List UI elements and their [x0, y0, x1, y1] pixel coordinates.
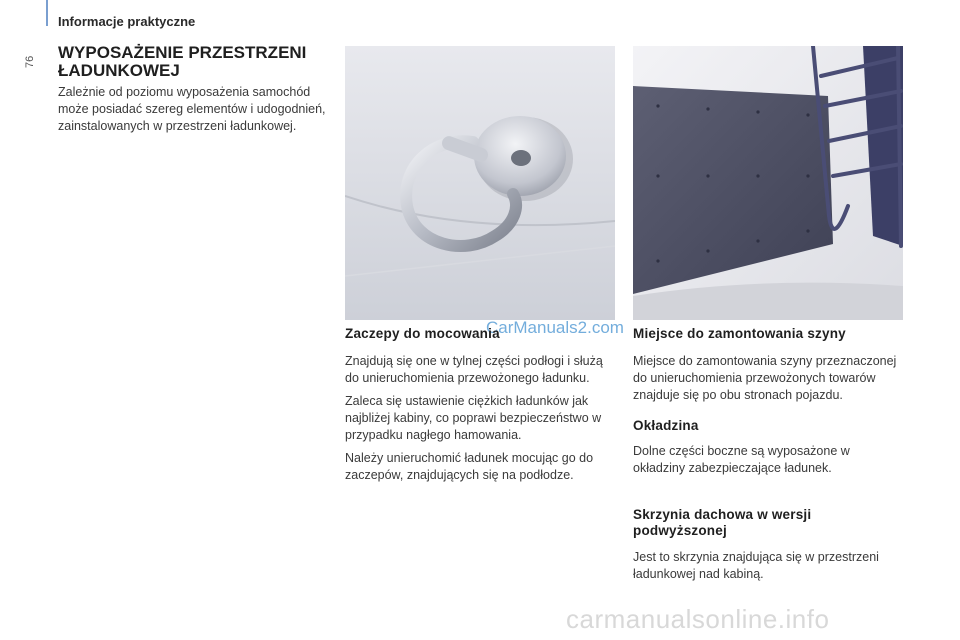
page-number: 76 [24, 55, 36, 68]
page-title: WYPOSAŻENIE PRZESTRZENI ŁADUNKOWEJ [58, 43, 307, 80]
rail-paragraph: Miejsce do zamontowania szyny przeznaczonej do unieruchomienia przewożonych towarów znajduje się po obu stronach pojazdu. [633, 354, 897, 402]
section-header: Informacje praktyczne [58, 14, 196, 29]
watermark-carmanuals: CarManuals2.com [486, 318, 624, 337]
anchor-heading: Zaczepy do mocowania [345, 326, 500, 341]
roof-box-heading: Skrzynia dachowa w wersji podwyższonej [633, 507, 812, 538]
roof-box-paragraph: Jest to skrzynia znajdująca się w przestrzeni ładunkowej nad kabiną. [633, 550, 879, 581]
lining-paragraph: Dolne części boczne są wyposażone w okładziny zabezpieczające ładunek. [633, 444, 850, 475]
anchor-paragraph-3: Należy unieruchomić ładunek mocując go do zaczepów, znajdujących się na podłodze. [345, 451, 594, 482]
lining-heading: Okładzina [633, 418, 699, 433]
header-accent-bar [46, 0, 48, 26]
cargo-lining-illustration [633, 46, 903, 320]
anchor-section [345, 326, 620, 484]
rail-heading: Miejsce do zamontowania szyny [633, 326, 846, 341]
intro-paragraph: Zależnie od poziomu wyposażenia samochód może posiadać szereg elementów i udogodnień, zainstalowanych w przestrzeni ładunkowej. [58, 85, 326, 133]
anchor-paragraph-2: Zaleca się ustawienie ciężkich ładunków jak najbliżej kabiny, co poprawi bezpieczeństwo w przypadku nagłego hamowania. [345, 394, 602, 442]
watermark-carmanualsonline: carmanualsonline.info [566, 604, 830, 634]
anchor-ring-illustration [345, 46, 615, 320]
rail-section [633, 326, 913, 583]
anchor-paragraph-1: Znajdują się one w tylnej części podłogi i służą do unieruchomienia przewożonego ładunku. [345, 354, 603, 385]
